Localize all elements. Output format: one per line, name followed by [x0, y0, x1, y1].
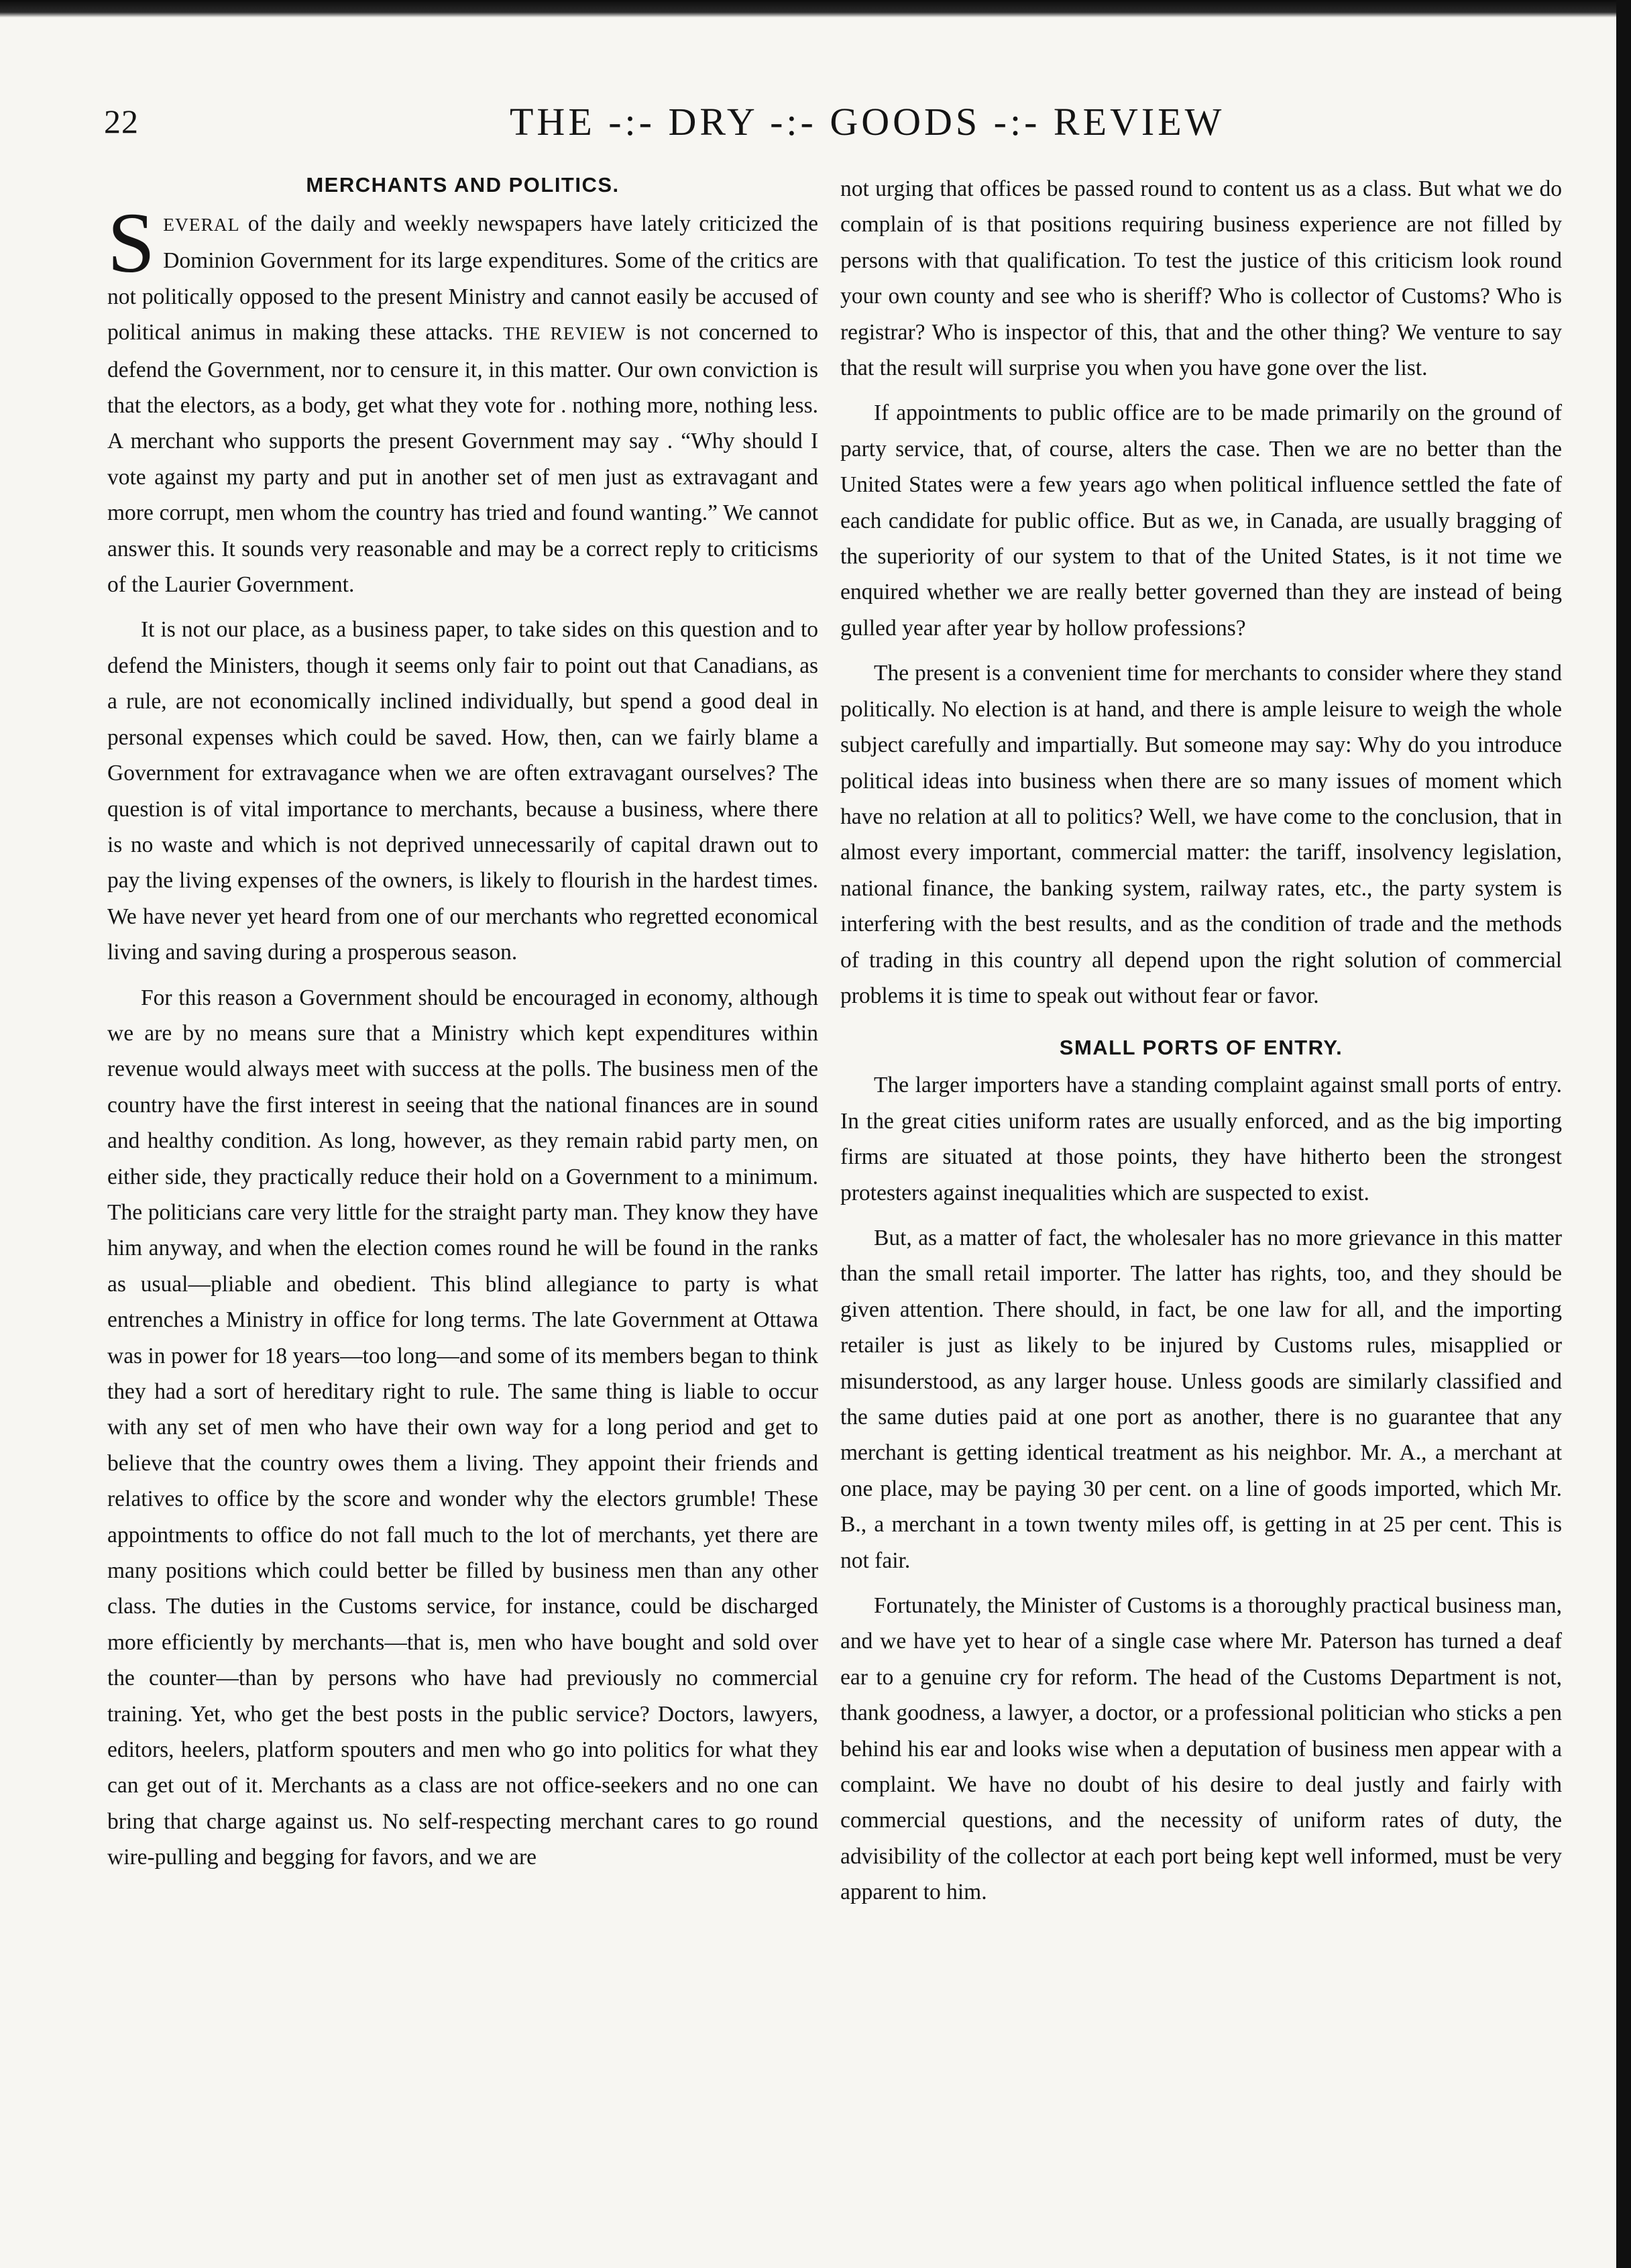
review-name: THE REVIEW [503, 323, 626, 344]
article1-paragraph-2: It is not our place, as a business paper, to take sides on this question and to defend the Ministers, though it seems only fair to point out that Canadians, as a rule, are not economically inclined individually, but spend a good deal in personal expenses which could be saved. How, then, can we fairly blame a Government for extravagance when we are often extravagant ourselves? The question is of vital importance to merchants, because a business, where there is no waste and which is not deprived unnecessarily of capital drawn out to pay the living expenses of the owners, is likely to flourish in the hardest times. We have never yet heard from one of our merchants who regretted economical living and saving during a prosperous season. [107, 617, 818, 965]
article1-paragraph-4: If appointments to public office are to be made primarily on the ground of party service, that, of course, alters the case. Then we are no better than the United States were a few years ago when political influence settled the fate of each candidate for public office. But as we, in Canada, are usually bragging of the superiority of our system to that of the United States, is it not time we enquired whether we are really better governed than they are instead of being gulled year after year by hollow professions? [840, 400, 1562, 641]
page-number: 22 [104, 103, 139, 140]
article1-p1-text: of the daily and weekly newspapers have lately criticized the Dominion Government for its large expenditures. Some of the critics are not politically opposed to the present Ministry and cannot easily be accused of political animus in making these attacks. [107, 211, 818, 345]
right-column [840, 171, 1562, 1920]
article2-paragraph-3: Fortunately, the Minister of Customs is a thoroughly practical business man, and we have yet to hear of a single case where Mr. Paterson has turned a deaf ear to a genuine cry for reform. The head of the Customs Department is not, thank goodness, a lawyer, a doctor, or a professional politician who sticks a pen behind his ear and looks wise when a deputation of business men appear with a complaint. We have no doubt of his desire to deal justly and fairly with commercial questions, and the necessity of uniform rates of duty, the advisibility of the collector at each port being kept well informed, must be very apparent to him. [840, 1593, 1562, 1905]
scan-top-edge [0, 0, 1631, 17]
article1-paragraph-3-continued: not urging that offices be passed round to content us as a class. But what we do complain of is that positions requiring business experience are not filled by persons with that qualification. To test the justice of this criticism look round your own county and see who is sheriff? Who is collector of Customs? Who is registrar? Who is inspector of this, that and the other thing? We venture to say that the result will surprise you when you have gone over the list. [840, 176, 1562, 381]
article2-paragraph-2: But, as a matter of fact, the wholesaler has no more grievance in this matter than the small retail importer. The latter has rights, too, and they should be given attention. There should, in fact, be one law for all, and the importing retailer is just as likely to be injured by Customs rules, misapplied or misunderstood, as any larger house. Unless goods are similarly classified and the same duties paid at one port as another, there is no guarantee that any merchant is getting identical treatment as his neighbor. Mr. A., a merchant at one place, may be paying 30 per cent. on a line of goods imported, which Mr. B., a merchant in a town twenty miles off, is getting in at 25 per cent. This is not fair. [840, 1225, 1562, 1573]
drop-cap: S [107, 195, 156, 290]
article1-p1-text2: is not concerned to defend the Government, nor to censure it, in this matter. Our own conviction is that the electors, as a body, get what they vote for . nothing more, nothing less. A merchant who supports the present Government may say . “Why should I vote against my party and put in another set of men just as extravagant and more corrupt, men whom the country has tried and found wanting.” We cannot answer this. It sounds very reasonable and may be a correct reply to criticisms of the Laurier Government. [107, 320, 818, 598]
headline-small-ports-of-entry: SMALL PORTS OF ENTRY. [1059, 1036, 1343, 1060]
left-column [107, 171, 818, 1885]
article1-paragraph-5: The present is a convenient time for merchants to consider where they stand politically. No election is at hand, and there is ample leisure to weigh the whole subject carefully and impartially. But someone may say: Why do you introduce political ideas into business when there are so many issues of moment which have no relation at all to politics? Well, we have come to the conclusion, that in almost every important, commercial matter: the tariff, insolvency legislation, national finance, the banking system, railway rates, etc., the party system is interfering with the best results, and as the condition of trade and the methods of trading in this country all depend upon the right solution of commercial problems it is time to speak out without fear or favor. [840, 661, 1562, 1008]
drop-cap-rest: EVERAL [163, 215, 240, 235]
scan-right-edge [1616, 0, 1631, 2268]
headline-merchants-and-politics: MERCHANTS AND POLITICS. [306, 173, 620, 197]
article1-paragraph-3: For this reason a Government should be encouraged in economy, although we are by no means sure that a Ministry which kept expenditures within revenue would always meet with success at the polls. The business men of the country have the first interest in seeing that the national finances are in sound and healthy condition. As long, however, as they remain rabid party men, on either side, they practically reduce their hold on a Government to a minimum. The politicians care very little for the straight party man. They know they have him anyway, and when the election comes round he will be found in the ranks as usual—pliable and obedient. This blind allegiance to party is what entrenches a Ministry in office for long terms. The late Government at Ottawa was in power for 18 years—too long—and some of its members began to think they had a sort of hereditary right to rule. The same thing is liable to occur with any set of men who have their own way for a long period and get to believe that the country owes them a living. They appoint their friends and relatives to office by the score and wonder why the electors grumble! These appointments to office do not fall much to the lot of merchants, yet there are many positions which could better be filled by business men than any other class. The duties in the Customs service, for instance, could be discharged more efficiently by merchants—that is, men who have bought and sold over the counter—than by persons who have had previously no commercial training. Yet, who get the best posts in the public service? Doctors, lawyers, editors, heelers, platform spouters and men who go into politics for what they can get out of it. Merchants as a class are not office-seekers and no one can bring that charge against us. No self-respecting merchant cares to go round wire-pulling and begging for favors, and we are [107, 985, 818, 1870]
article1-paragraph-1 [107, 195, 818, 602]
article2-paragraph-1: The larger importers have a standing complaint against small ports of entry. In the great cities uniform rates are usually enforced, and as the big importing firms are situated at those points, they have hitherto been the strongest protesters against inequalities which are suspected to exist. [840, 1073, 1562, 1205]
masthead-title: THE -:- DRY -:- GOODS -:- REVIEW [510, 100, 1225, 144]
